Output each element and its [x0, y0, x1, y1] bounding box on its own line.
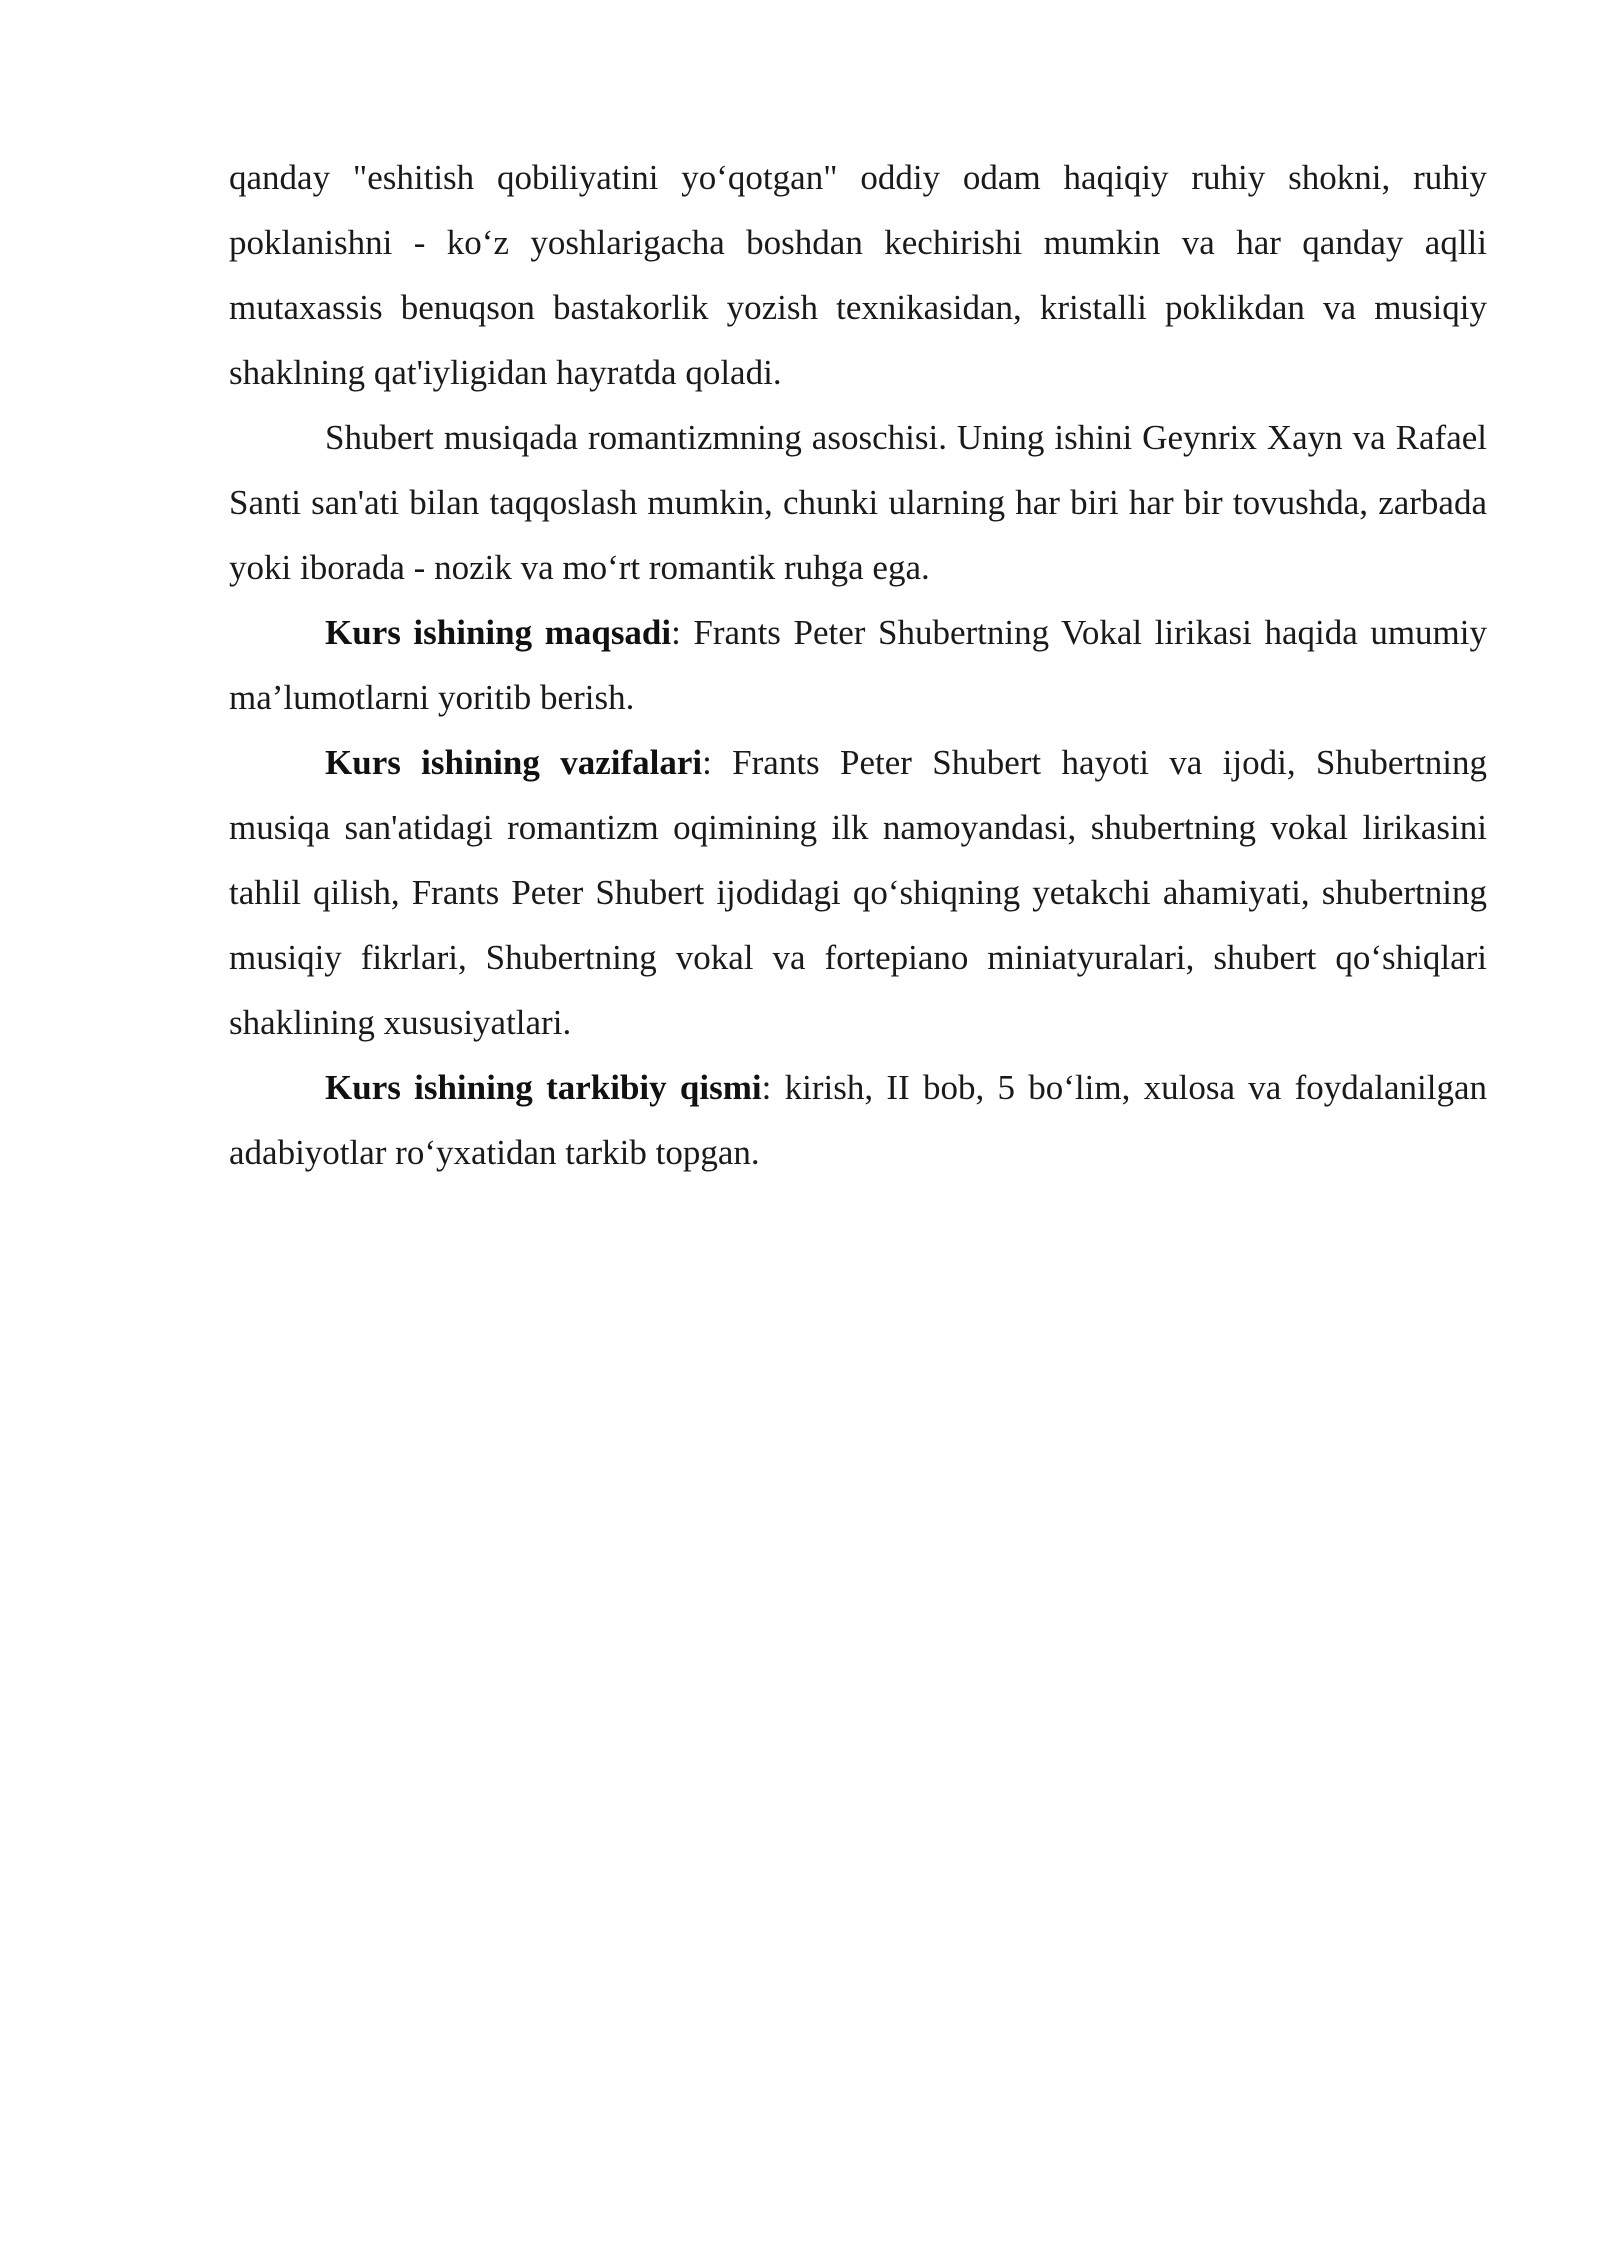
paragraph-goal — [229, 600, 1487, 730]
paragraph-continuation — [229, 145, 1487, 405]
paragraph-text: Shubert musiqada romantizmning asoschisi. Uning ishini Geynrix Xayn va Rafael Santi san'ati bilan taqqoslash mumkin, chunki ularning har biri har bir tovushda, zarbada yoki iborada - nozik va mo‘rt romantik ruhga ega. — [229, 418, 1487, 587]
paragraph-text: qanday "eshitish qobiliyatini yo‘qotgan" oddiy odam haqiqiy ruhiy shokni, ruhiy poklanishni - ko‘z yoshlarigacha boshdan kechirishi mumkin va har qanday aqlli mutaxassis benuqson bastakorlik yozish texnikasidan, kristalli poklikdan va musiqiy shaklning qat'iyligidan hayratda qoladi. — [229, 158, 1487, 392]
paragraph-lead-heading: Kurs ishining vazifalari — [325, 743, 703, 782]
paragraph-text: : Frants Peter Shubert hayoti va ijodi, Shubertning musiqa san'atidagi romantizm oqimining ilk namoyandasi, shubertning vokal lirikasini tahlil qilish, Frants Peter Shubert ijodidagi qo‘shiqning yetakchi ahamiyati, shubertning musiqiy fikrlari, Shubertning vokal va fortepiano miniatyuralari, shubert qo‘shiqlari shaklining xususiyatlari. — [229, 743, 1488, 1042]
document-body — [229, 145, 1487, 1185]
paragraph-text: : Frants Peter Shubertning Vokal lirikasi haqida umumiy ma’lumotlarni yoritib berish. — [229, 613, 1487, 717]
paragraph-lead-heading: Kurs ishining tarkibiy qismi — [325, 1068, 762, 1107]
paragraph-tasks — [229, 730, 1487, 1055]
paragraph-lead-heading: Kurs ishining maqsadi — [325, 613, 672, 652]
paragraph-structure — [229, 1055, 1487, 1185]
paragraph-text: : kirish, II bob, 5 bo‘lim, xulosa va foydalanilgan adabiyotlar ro‘yxatidan tarkib topgan. — [229, 1068, 1488, 1172]
paragraph-romanticism — [229, 405, 1487, 600]
